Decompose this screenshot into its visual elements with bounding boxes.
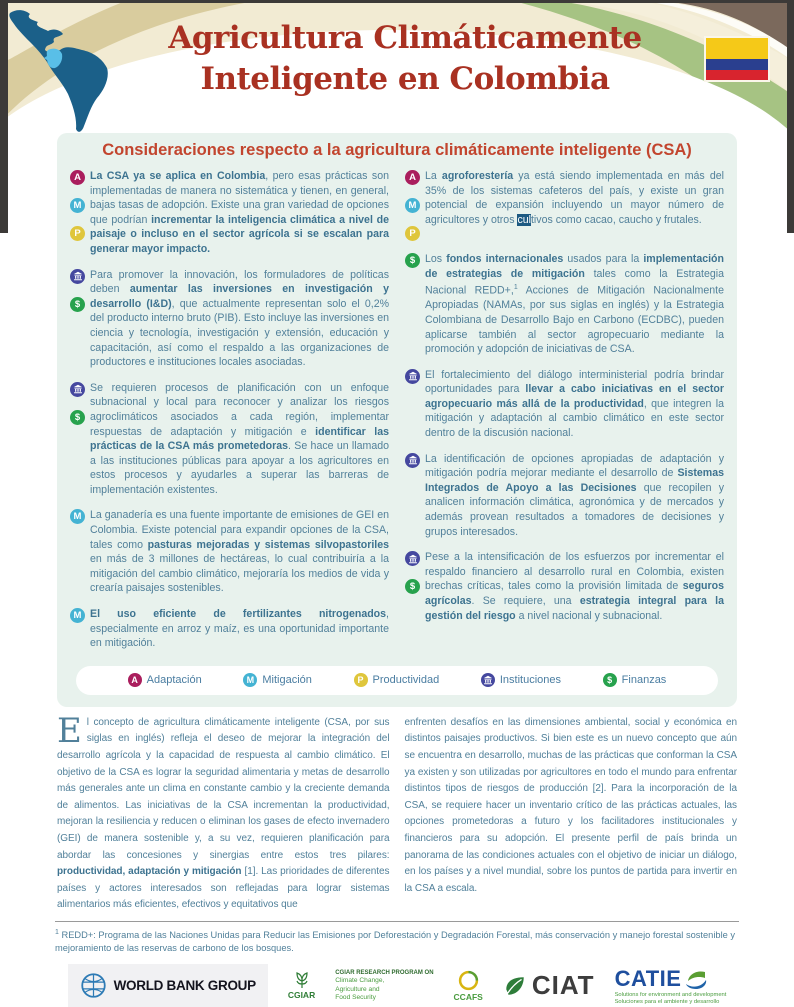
catie-tagline: Soluciones para el ambiente y desarrollo	[614, 998, 720, 1005]
bullet-item	[405, 550, 724, 623]
title-line-2: Inteligente en Colombia	[200, 61, 610, 97]
bullet-text: El uso eficiente de fertilizantes nitrogenados, especialmente en arroz y maíz, es una oportunidad importante en mitigación.	[90, 608, 389, 650]
institutions-icon	[70, 382, 85, 397]
finance-icon: $	[70, 297, 85, 312]
bullet-item	[70, 169, 389, 257]
catie-label: CATIE	[614, 965, 682, 991]
mitigation-icon: M	[405, 198, 420, 213]
ccafs-text-line: Agriculture and	[335, 985, 380, 993]
footnote: $^1$ REDD+: Programa de las Naciones Unidas para Reducir las Emisiones por Deforestación y Degradación Forestal, más conservación y manejo forestal sostenible y mejoramiento de las reservas de carbono de los bosques.	[55, 921, 739, 955]
finance-icon: $	[70, 410, 85, 425]
bullet-item	[405, 452, 724, 540]
legend-label: Finanzas	[621, 674, 667, 687]
bullet-text: Los fondos internacionales usados para la implementación de estrategias de mitigación tales como la Estrategia Nacional REDD+,$^1$ Acciones de Mitigación Nacionalmente Apropiadas (NAMAs, por sus siglas en inglés) y la Estrategia Colombiana de Desarrollo Bajo en Carbono (ECDBC), pueden aplicarse también al sector agropecuario mediante la promoción y adopción de iniciativas de CSA.	[425, 253, 724, 356]
considerations-right-column	[405, 169, 724, 662]
bullet-item	[70, 381, 389, 498]
considerations-heading: Consideraciones respecto a la agricultura climáticamente inteligente (CSA)	[102, 141, 692, 159]
productivity-icon: P	[70, 226, 85, 241]
institutions-icon	[70, 269, 85, 284]
intro-text	[57, 710, 737, 914]
ciat-label: CIAT	[531, 970, 595, 1001]
adaptation-icon: A	[405, 170, 420, 185]
finance-icon: $	[405, 579, 420, 594]
screenshot-edge-right	[787, 0, 794, 233]
ciat-leaf-icon	[503, 974, 527, 998]
legend	[76, 666, 718, 695]
catie-logo	[615, 966, 727, 1006]
bullet-item	[70, 607, 389, 651]
worldbank-logo	[68, 964, 268, 1007]
institutions-icon	[405, 453, 420, 468]
legend-item-mitigacion	[243, 673, 312, 687]
legend-label: Mitigación	[262, 674, 312, 687]
ccafs-text-line: Climate Change,	[335, 977, 385, 985]
bullet-item	[405, 252, 724, 357]
ciat-logo	[503, 970, 595, 1001]
flag-red-stripe	[706, 70, 768, 81]
institutions-icon	[405, 551, 420, 566]
mitigation-icon: M	[70, 509, 85, 524]
bullet-text: El fortalecimiento del diálogo interministerial podría brindar oportunidades para llevar a cabo iniciativas en el sector agropecuario más allá de la productividad, que integren la mitigación y adaptación al cambio climático en este sector dentro de la discusión nacional.	[425, 368, 725, 440]
adaptation-icon: A	[70, 170, 85, 185]
bullet-text: La identificación de opciones apropiadas de adaptación y mitigación podría mejorar mediante el desarrollo de Sistemas Integrados de Apoyo a las Decisiones que recopilen y analicen información climática, agronómica y de mercados y además provean resultados a tomadores de decisiones y grupos interesados.	[425, 452, 724, 538]
mitigation-icon: M	[70, 608, 85, 623]
legend-item-instituciones	[481, 673, 561, 687]
cgiar-plant-icon	[294, 971, 310, 989]
institutions-icon	[405, 369, 420, 384]
ccafs-ring-icon	[458, 970, 479, 991]
ccafs-logo	[454, 970, 483, 1002]
catie-swoosh-icon	[683, 968, 709, 990]
productivity-icon: P	[405, 226, 420, 241]
intro-right-column: enfrenten desafíos en las dimensiones ambiental, social y económica en distintos paisajes productivos. Si bien este es un nuevo concepto que aún se encuentra en desarrollo, muchas de las prácticas que conforman la CSA ya existen y son utilizadas por agricultores en todo el mundo para enfrentar distintos tipos de riesgos de producción [2]. Para la incorporación de la CSA, se requiere hacer un inventario crítico de las prácticas actuales, las opciones prometedoras a futuro y los facilitadores institucionales y financieros para su adopción. El presente perfil de país brinda un panorama de las condiciones actuales con el objetivo de iniciar un diálogo, en los países y a nivel mundial, sobre los puntos de partida para invertir en la CSA a escala.	[404, 716, 737, 894]
legend-label: Instituciones	[499, 674, 562, 687]
footer-logos	[0, 964, 794, 1007]
header	[0, 0, 794, 133]
considerations-left-column	[70, 169, 389, 662]
finance-icon: $	[603, 673, 617, 687]
ccafs-text-line: Food Security	[335, 993, 376, 1001]
cgiar-logo	[288, 971, 315, 1000]
institutions-icon	[481, 673, 495, 687]
bullet-text: La agroforestería ya está siendo implementada en más del 35% de los sistemas cafeteros del país, y existe un gran potencial de expansión incluyendo un mayor número de agricultores y otros cultivos como cacao, caucho y frutales.	[425, 170, 724, 226]
worldbank-globe-icon	[80, 972, 107, 999]
ccafs-program-line: CGIAR RESEARCH PROGRAM ON	[335, 970, 434, 977]
bullet-item	[70, 268, 389, 370]
colombia-flag	[706, 38, 768, 80]
legend-item-adaptacion	[128, 673, 202, 687]
bullet-text: La CSA ya se aplica en Colombia, pero esas prácticas son implementadas de manera no sistemática y tienen, en general, bajas tasas de adopción. Existe una gran variedad de opciones que podrían incrementar la inteligencia climática a nivel de paisaje o incluso en el sector agrícola si se escalan para generar mayor impacto.	[90, 170, 389, 255]
mitigation-icon: M	[70, 198, 85, 213]
bullet-item	[405, 169, 724, 241]
bullet-text: La ganadería es una fuente importante de emisiones de GEI en Colombia. Existe potencial para expandir opciones de la CSA, tales como pasturas mejoradas y sistemas silvopastoriles en más de 3 millones de hectáreas, lo cual contribuiría a la mitigación del cambio climático, mejoraría los medios de vida y crearía paisajes sostenibles.	[90, 509, 390, 595]
bullet-item	[70, 508, 389, 596]
legend-label: Productividad	[372, 674, 440, 687]
flag-blue-stripe	[706, 59, 768, 70]
screenshot-edge-top	[0, 0, 794, 3]
ccafs-label: CCAFS	[453, 991, 483, 1002]
flag-yellow-stripe	[706, 38, 768, 59]
bullet-item	[405, 368, 724, 441]
legend-label: Adaptación	[146, 674, 202, 687]
bullet-text: Se requieren procesos de planificación con un enfoque subnacional y local para reconocer y analizar los riesgos agroclimáticos asociados a cada región, implementar respuestas de adaptación y mitigación e identificar las prácticas de la CSA más prometedoras. Se hace un llamado a las instituciones públicas para apoyar a los agricultores en estos procesos y ayudarles a superar las barreras de implementación existentes.	[90, 381, 389, 496]
finance-icon: $	[405, 253, 420, 268]
intro-left-column: El concepto de agricultura climáticamente inteligente (CSA, por sus siglas en inglés) refleja el deseo de mejorar la integración del desarrollo agrícola y la capacidad de respuesta al cambio climático. El objetivo de la CSA es lograr la seguridad alimentaria y metas de desarrollo más generales ante un clima en constante cambio y la creciente demanda de alimentos. Las iniciativas de la CSA incrementan la productividad, mejoran la resiliencia y reducen o eliminan los gases de efecto invernadero (GEI) de manera sostenible y, a su vez, requieren planificación para abordar las concesiones y sinergias entre estos tres pilares: productividad, adaptación y mitigación [1]. Las prioridades de diferentes países y actores interesados son reflejadas para lograr sistemas alimentarios más eficientes, efectivos y equitativos que	[57, 710, 390, 911]
legend-item-finanzas	[603, 673, 667, 687]
legend-item-productividad	[354, 673, 440, 687]
productivity-icon: P	[354, 673, 368, 687]
adaptation-icon: A	[128, 673, 142, 687]
bullet-text: Pese a la intensificación de los esfuerzos por incrementar el respaldo financiero al desarrollo rural en Colombia, existen brechas críticas, tales como la provisión limitada de seguros agrícolas. Se requiere, una estrategia integral para la gestión del riesgo a nivel nacional y subnacional.	[425, 551, 724, 622]
catie-tagline: Solutions for environment and development	[614, 991, 727, 998]
ccafs-program-text	[335, 969, 433, 1002]
page-title	[130, 18, 680, 100]
mitigation-icon: M	[243, 673, 257, 687]
title-line-1: Agricultura Climáticamente	[168, 20, 642, 56]
cgiar-label: CGIAR	[287, 990, 316, 1001]
screenshot-edge-left	[0, 0, 8, 233]
bullet-text: Para promover la innovación, los formuladores de políticas deben aumentar las inversiones en investigación y desarrollo (I&D), que actualmente representan solo el 0,2% del producto interno bruto (PIB). Esto incluye las inversiones en ciencia y tecnología, investigación y extensión, educación y capacitación, así como el respaldo a las organizaciones de productores e instituciones locales asociadas.	[90, 268, 389, 369]
worldbank-label: WORLD BANK GROUP	[113, 978, 256, 994]
considerations-panel	[57, 133, 737, 707]
